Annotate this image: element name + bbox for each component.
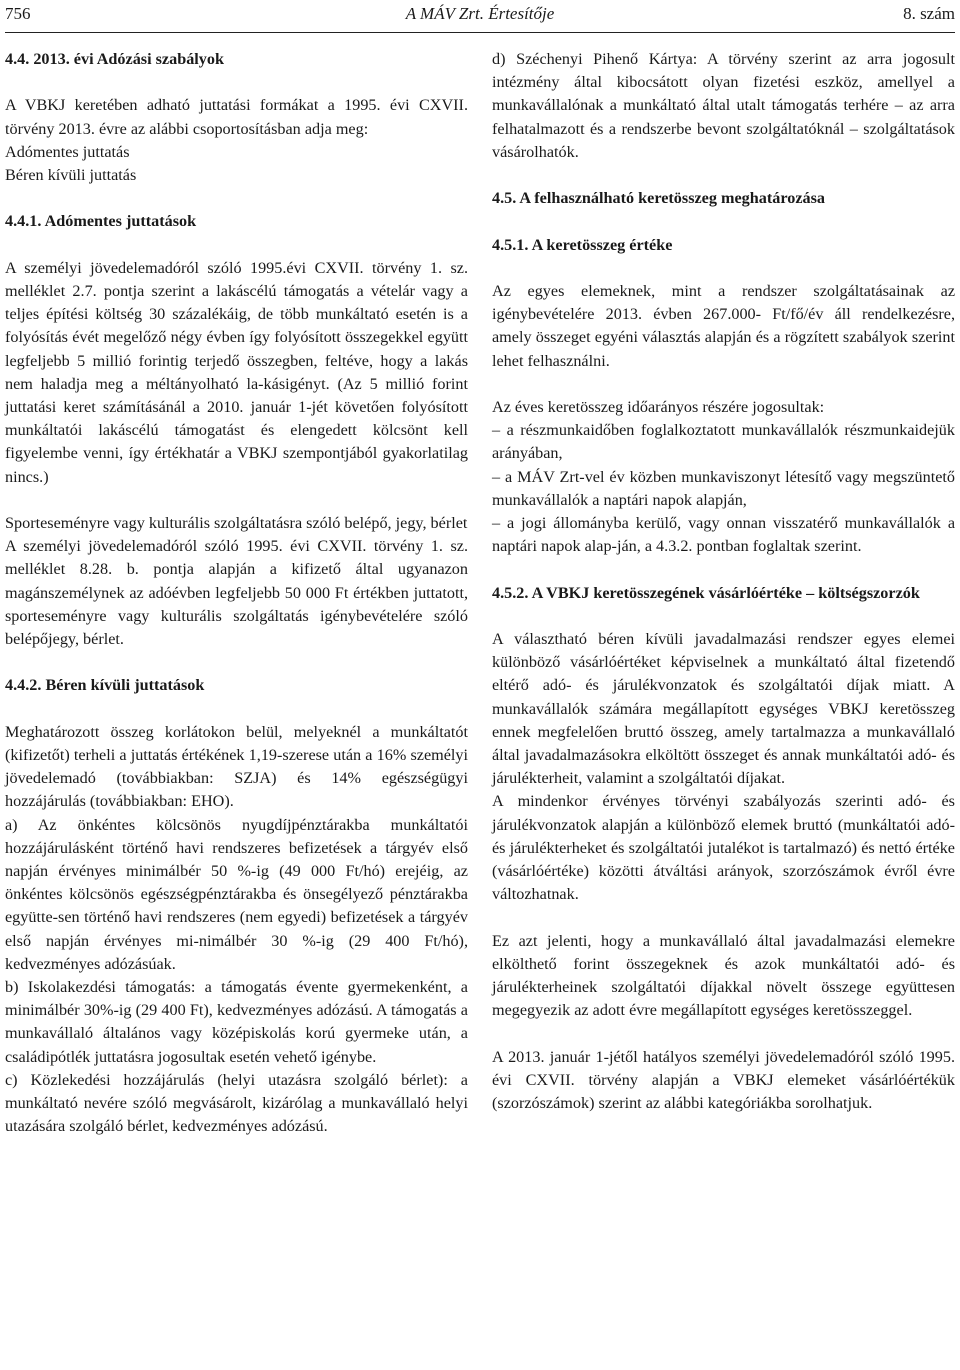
page-header [5,2,955,26]
section-heading-4-4: 4.4. 2013. évi Adózási szabályok [5,50,224,68]
list-item-fringe: Béren kívüli juttatás [5,166,137,184]
journal-title: A MÁV Zrt. Értesítője [405,4,555,23]
paragraph-purchase-value: A választható béren kívüli javadalmazási rendszer egyes elemei különböző vásárlóértéket képviselnek a munkáltató által fizetendő eltérő adó- és járulékvonzatok és szolgáltatói díjak miatt. A munkavállalók számára megállapított egységes VBKJ keretösszeg ennek megfelelően bruttó összeg, amely tartalmazza a munkavállaló által javadalmazásokra elköltött összeget és annak munkáltatói adó- és járulékterheit, valamint a szolgáltatói díjakat. [492,629,955,788]
header-rule [5,32,955,33]
paragraph-housing: A személyi jövedelemadóról szóló 1995.évi CXVII. törvény 1. sz. melléklet 2.7. pontja szerint a lakáscélú támogatás a vételár vagy a teljes építési költség 30 százalékáig, de több munkáltató esetén is a folyósítás évét megelőző négy évben így folyósított összegekkel együtt legfeljebb 5 millió forintig terjedő összegben, feltéve, hogy a lakás nem haladja meg a méltányolható la-kásigényt. (Az 5 millió forint juttatási keret számításánál a 2010. január 1-jét követően folyósított munkáltatói lakáscélú támogatást és elengedett kölcsönt kell figyelembe venni, így értékhatár a VBKJ szempontjából gyakorlatilag nincs.) [5,258,468,486]
paragraph-eligible: Az éves keretösszeg időarányos részére jogosultak: [492,397,825,416]
paragraph-conversion: A mindenkor érvényes törvényi szabályozás szerinti adó- és járulékvonzatok alapján a különböző elemek bruttó (munkáltatói adó- és járulékterheket és szolgáltatói jutalékot is tartalmazó) és nettó értéke (vásárlóértéke) közötti átváltási arányok, szorzószámok évről évre változhatnak. [492,792,955,904]
paragraph-szep-card: d) Széchenyi Pihenő Kártya: A törvény szerint az arra jogosult intézmény által kibocsátott olyan fizetési eszköz, amellyel a munkavállalónak a munkáltató által utalt támogatás terhére – az arra felhatalmazott és a rendszerbe bevont szolgáltatóknál – szolgáltatások vásárolhatók. [492,50,955,161]
left-column [5,48,468,1138]
paragraph-categories: A 2013. január 1-jétől hatályos személyi jövedelemadóról szóló 1995. évi CXVII. törvény alapján a VBKJ elemeket vásárlóértékük (szorzószámok) szerint az alábbi kategóriákba sorolhatjuk. [492,1047,955,1113]
page-number: 756 [5,4,31,23]
section-heading-4-5-1: 4.5.1. A keretösszeg értéke [492,235,673,254]
section-heading-4-4-1: 4.4.1. Adómentes juttatások [5,212,197,231]
paragraph-sport-title: Sporteseményre vagy kulturális szolgáltatásra szóló belépő, jegy, bérlet [5,514,468,532]
paragraph-amount: Az egyes elemeknek, mint a rendszer szolgáltatásainak az igénybevételére 2013. évben 267.000- Ft/fő/év áll rendelkezésre, amely összeget egyéni választás alapján és a rögzített szabályok szerint lehet felhasználni. [492,281,955,370]
paragraph-school: b) Iskolakezdési támogatás: a támogatás évente gyermekenként, a minimálbér 30%-ig (29 400 Ft), kedvezményes adózású. A támogatás a munkavállaló általános vagy középiskolás korú gyermeke után, a családipótlék juttatásra jogosultak esetén vehető igénybe. [5,978,468,1066]
list-item-part-time: – a részmunkaidőben foglalkoztatott munkavállalók részmunkaidejük arányában, [492,421,955,463]
section-heading-4-5-2: 4.5.2. A VBKJ keretösszegének vásárlóértéke – költségszorzók [492,583,920,602]
paragraph-meaning: Ez azt jelenti, hogy a munkavállaló által javadalmazási elemekre elkölthető forint összegeknek és azok munkáltatói adó- és járulékterheinek szolgáltatói díjakkal növelt összege együttesen megegyezik az adott évre megállapított egységes keretösszeggel. [492,931,955,1020]
list-item-joiners: – a MÁV Zrt-vel év közben munkaviszonyt létesítő vagy megszüntető munkavállalók a naptári napok alapján, [492,467,955,509]
paragraph-limits: Meghatározott összeg korlátokon belül, melyeknél a munkáltatót (kifizetőt) terheli a juttatás értékének 1,19-szerese után a 16% személyi jövedelemadó (továbbiakban: SZJA) és 14% egészségügyi hozzájárulás (továbbiakban: EHO). [5,722,468,811]
section-heading-4-5: 4.5. A felhasználható keretösszeg meghatározása [492,189,826,208]
paragraph-intro: A VBKJ keretében adható juttatási formákat a 1995. évi CXVII. törvény 2013. évre az alábbi csoportosításban adja meg: [5,96,468,138]
paragraph-sport: A személyi jövedelemadóról szóló 1995. évi CXVII. törvény 1. sz. melléklet 8.28. b. pontja alapján a kifizető által ugyanazon magánszemélynek az adóévben legfeljebb 50 000 Ft értékben juttatott, sporteseményre vagy kulturális szolgáltatás igénybevételére szóló belépőjegy, bérlet. [5,537,468,649]
list-item-legal-status: – a jogi állományba kerülő, vagy onnan visszatérő munkavállalók a naptári napok alap-ján, a 4.3.2. pontban foglaltak szerint. [492,514,955,556]
paragraph-transport: c) Közlekedési hozzájárulás (helyi utazásra szolgáló bérlet): a munkáltató nevére szóló megvásárolt, kizárólag a munkavállaló helyi utazására szolgáló bérlet, kedvezményes adózású. [5,1070,468,1136]
issue-number: 8. szám [903,4,955,23]
paragraph-pension: a) Az önkéntes kölcsönös nyugdíjpénztárakba munkáltatói hozzájárulásként történő havi rendszeres befizetések a tárgyév első napján érvényes minimálbér 50 %-ig (49 000 Ft/hó) erejéig, az önkéntes kölcsönös egészségpénztárakba és önsegélyező pénztárakba együtte-sen történő havi rendszeres (nem egyedi) befizetések a tárgyév első napján érvényes mi-nimálbér 30 %-ig (29 400 Ft/hó), kedvezményes adózásúak. [5,815,468,973]
section-heading-4-4-2: 4.4.2. Béren kívüli juttatások [5,676,205,695]
right-column [492,48,955,1115]
list-item-tax-free: Adómentes juttatás [5,142,130,161]
